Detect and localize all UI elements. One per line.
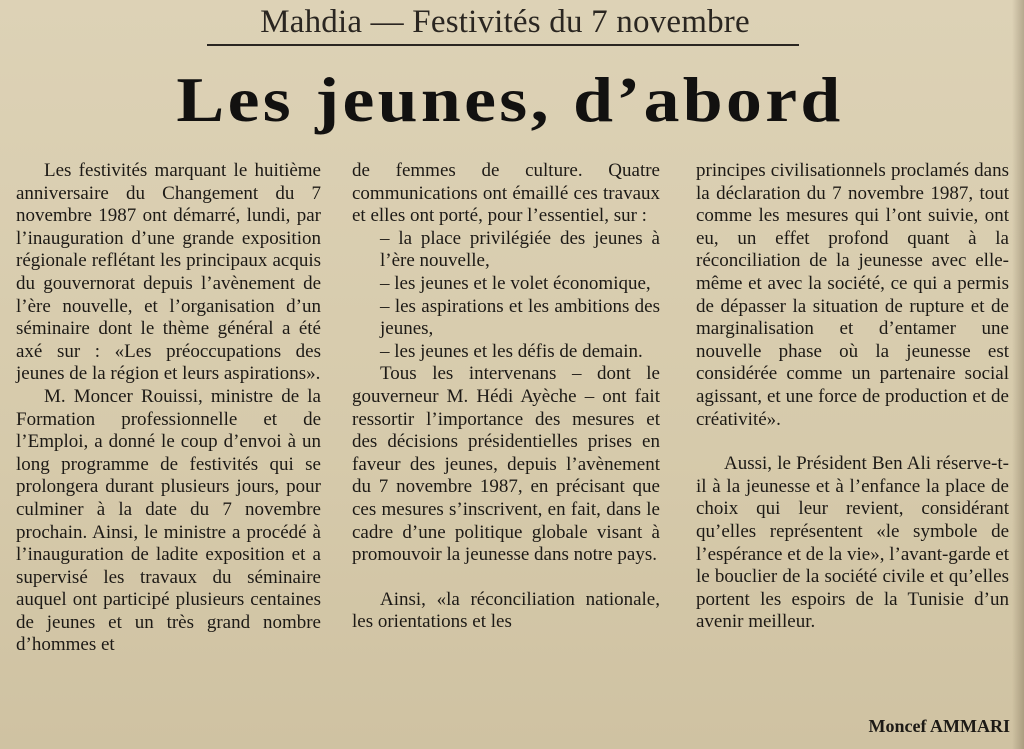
paragraph: principes civilisationnels proclamés dans la déclaration du 7 novembre 1987, tout comme les mesures qui l’ont suivie, ont eu, un effet profond quant à la réconciliation de la jeunesse avec elle-même et avec la société, ce qui a permis de dépasser la situation de rupture et de marginalisation et d’entamer une nouvelle phase où la jeunesse est considérée comme un partenaire social agissant, et une force de production et de créativité». [696, 160, 1009, 430]
paragraph: Ainsi, «la réconciliation nationale, les orientations et les [352, 588, 660, 633]
list-item: – les jeunes et le volet économique, [380, 272, 651, 294]
list-item: – les jeunes et les défis de demain. [380, 340, 643, 362]
article-column-1 [16, 160, 321, 657]
paragraph: Aussi, le Président Ben Ali réserve-t-il à la jeunesse et à l’enfance la place de choix qui leur revient, considérant qu’elles représentent «le symbole de l’espérance et de la vie», l’avant-garde et le bouclier de la société civile et qu’elles portent les espoirs de la Tunisie d’un avenir meilleur. [696, 453, 1009, 633]
paragraph: Les festivités marquant le huitième anniversaire du Changement du 7 novembre 1987 ont démarré, lundi, par l’inauguration d’une grande exposition régionale reflétant les principaux acquis du gouvernorat depuis l’avènement de l’ère nouvelle, et l’organisation d’un séminaire dont le thème général a été axé sur : «Les préoccupations des jeunes de la région et leurs aspirations». [16, 160, 321, 385]
paragraph: Tous les intervenans – dont le gouverneur M. Hédi Ayèche – ont fait ressortir l’importance des mesures et des décisions présidentielles prises en faveur des jeunes, depuis l’avènement du 7 novembre 1987, en précisant que ces mesures s’inscrivent, en fait, dans le cadre d’une politique globale visant à promouvoir la jeunesse dans notre pays. [352, 363, 660, 566]
article-column-2 [352, 160, 660, 634]
paper-edge-shadow [1012, 0, 1024, 749]
paragraph: M. Moncer Rouissi, ministre de la Formation professionnelle et de l’Emploi, a donné le coup d’envoi à un long programme de festivités qui se prolongera durant plusieurs jours, pour culminer à la date du 7 novembre prochain. Ainsi, le ministre a procédé à l’inauguration de ladite exposition et a supervisé les travaux du séminaire auquel ont participé plusieurs centaines de jeunes et un très grand nombre d’hommes et [16, 385, 321, 656]
list-item: – les aspirations et les ambitions des jeunes, [380, 295, 660, 340]
author-signature: Moncef AMMARI [868, 716, 1010, 736]
kicker-underline [207, 44, 799, 46]
article-headline: Les jeunes, d’abord [176, 64, 844, 135]
article-kicker: Mahdia — Festivités du 7 novembre [260, 4, 750, 40]
article-column-3 [696, 160, 1009, 634]
paragraph: de femmes de culture. Quatre communications ont émaillé ces travaux et elles ont porté, pour l’essentiel, sur : [352, 160, 660, 227]
list-item: – la place privilégiée des jeunes à l’ère nouvelle, [380, 227, 660, 272]
